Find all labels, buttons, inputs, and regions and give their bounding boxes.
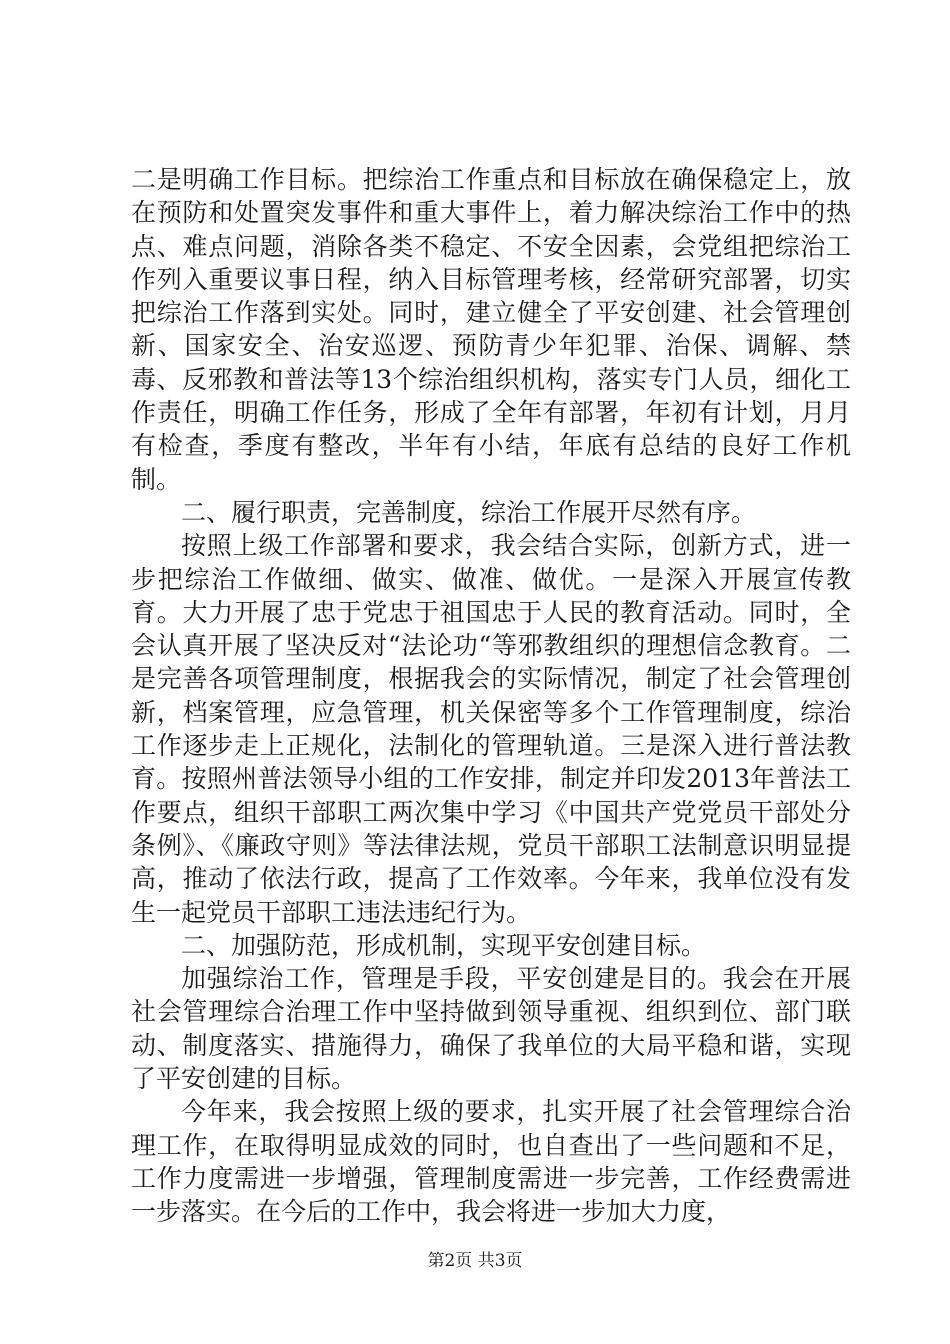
- paragraph-goals: 二是明确工作目标。把综治工作重点和目标放在确保稳定上，放在预防和处置突发事件和重大事件上，着力解决综治工作中的热点、难点问题，消除各类不稳定、不安全因素，会党组把综治工作列入重要议事日程，纳入目标管理考核，经常研究部署，切实把综治工作落到实处。同时，建立健全了平安创建、社会管理创新、国家安全、治安巡逻、预防青少年犯罪、治保、调解、禁毒、反邪教和普法等13个综治组织机构，落实专门人员，细化工作责任，明确工作任务，形成了全年有部署，年初有计划，月月有检查，季度有整改，半年有小结，年底有总结的良好工作机制。: [131, 165, 851, 494]
- document-body: [131, 163, 851, 1229]
- paragraph-summary: 今年来，我会按照上级的要求，扎实开展了社会管理综合治理工作，在取得明显成效的同时，也自查出了一些问题和不足，工作力度需进一步增强，管理制度需进一步完善，工作经费需进一步落实。在今后的工作中，我会将进一步加大力度，: [131, 1097, 851, 1227]
- page-number-footer: 第2页 共3页: [427, 1251, 523, 1271]
- heading-duties-system: 二、履行职责，完善制度，综治工作展开尽然有序。: [181, 497, 757, 527]
- heading-prevention-mechanism: 二、加强防范，形成机制，实现平安创建目标。: [181, 930, 707, 960]
- paragraph-duties-detail: 按照上级工作部署和要求，我会结合实际，创新方式，进一步把综治工作做细、做实、做准、做优。一是深入开展宣传教育。大力开展了忠于党忠于祖国忠于人民的教育活动。同时，全会认真开展了坚决反对“法论功“等邪教组织的理想信念教育。二是完善各项管理制度，根据我会的实际情况，制定了社会管理创新，档案管理，应急管理，机关保密等多个工作管理制度，综治工作逐步走上正规化，法制化的管理轨道。三是深入进行普法教育。按照州普法领导小组的工作安排，制定并印发2013年普法工作要点，组织干部职工两次集中学习《中国共产党党员干部处分条例》、《廉政守则》等法律法规，党员干部职工法制意识明显提高，推动了依法行政，提高了工作效率。今年来，我单位没有发生一起党员干部职工违法违纪行为。: [131, 531, 851, 927]
- paragraph-prevention-detail: 加强综治工作，管理是手段，平安创建是目的。我会在开展社会管理综合治理工作中坚持做到领导重视、组织到位、部门联动、制度落实、措施得力，确保了我单位的大局平稳和谐，实现了平安创建的目标。: [131, 964, 851, 1094]
